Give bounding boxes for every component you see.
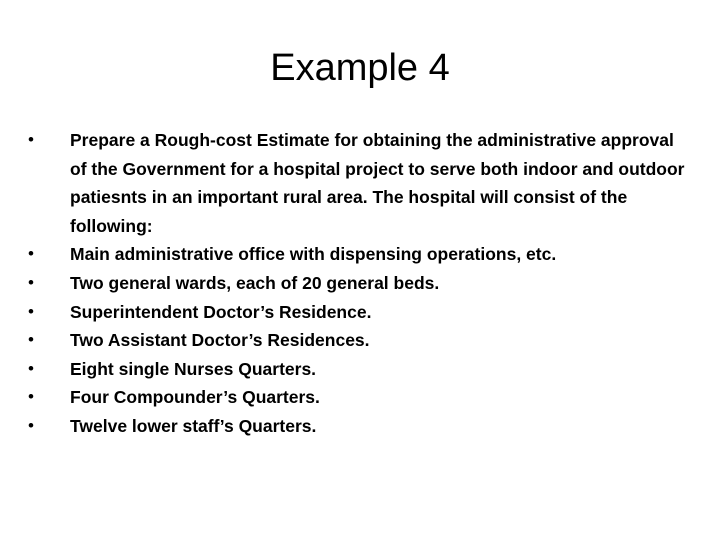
bullet-text: Two general wards, each of 20 general beds. (70, 272, 440, 293)
bullet-list (28, 126, 688, 441)
bullet-text: Main administrative office with dispensing operations, etc. (70, 244, 557, 265)
bullet-dot-icon: • (28, 415, 34, 435)
bullet-dot-icon: • (28, 301, 34, 321)
bullet-text: Superintendent Doctor’s Residence. (70, 301, 372, 322)
bullet-text: Two Assistant Doctor’s Residences. (70, 330, 370, 351)
bullet-item (28, 412, 688, 441)
slide-title: Example 4 (270, 47, 450, 89)
bullet-dot-icon: • (28, 330, 34, 350)
bullet-text: Twelve lower staff’s Quarters. (70, 415, 317, 436)
bullet-item (28, 326, 688, 355)
bullet-item (28, 298, 688, 327)
bullet-text: Prepare a Rough-cost Estimate for obtaining the administrative approval of the Government for a hospital project to serve both indoor and outdoor patiesnts in an important rural area. The hospital will consist of the following: (70, 130, 685, 236)
bullet-item (28, 355, 688, 384)
bullet-dot-icon: • (28, 387, 34, 407)
bullet-dot-icon: • (28, 358, 34, 378)
bullet-text: Eight single Nurses Quarters. (70, 358, 317, 379)
bullet-text: Four Compounder’s Quarters. (70, 387, 320, 408)
bullet-dot-icon: • (28, 130, 34, 149)
bullet-item (28, 383, 688, 412)
bullet-dot-icon: • (28, 272, 34, 292)
bullet-item (28, 126, 688, 240)
bullet-item (28, 240, 688, 269)
bullet-item (28, 269, 688, 298)
bullet-dot-icon: • (28, 244, 34, 264)
